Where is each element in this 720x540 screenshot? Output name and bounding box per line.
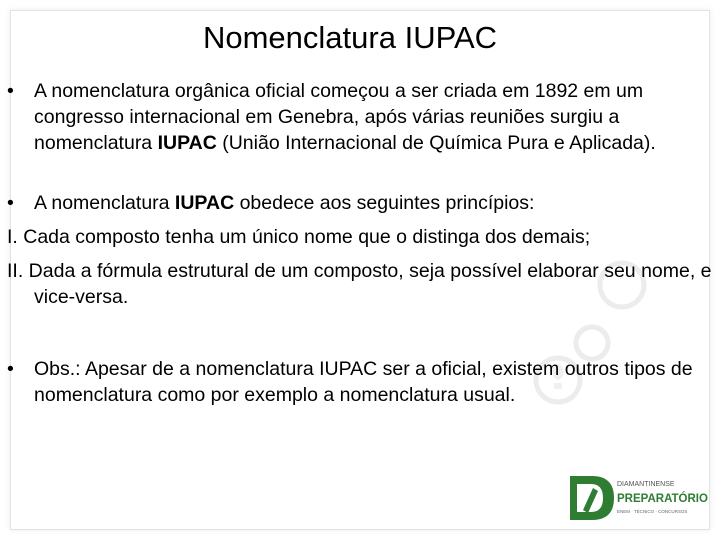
principle-item: II. Dada a fórmula estrutural de um composto, seja possível elaborar seu nome, e vice-versa. bbox=[7, 260, 712, 308]
logo-line3: ENEM · TÉCNICO · CONCURSOS bbox=[617, 509, 688, 514]
diamantinense-logo bbox=[567, 472, 708, 524]
bullet-text: A nomenclatura orgânica oficial começou a ser criada em 1892 em um congresso internacional em Genebra, após várias reuniões surgiu a nomenclatura bbox=[34, 80, 644, 154]
logo-line1: DIAMANTINENSE bbox=[617, 481, 675, 488]
bullet-item bbox=[0, 78, 712, 156]
slide-title: Nomenclatura IUPAC bbox=[202, 20, 498, 55]
bullet-text: Obs.: Apesar de a nomenclatura IUPAC ser a oficial, existem outros tipos de nomenclatura como por exemplo a nomenclatura usual. bbox=[34, 358, 693, 406]
bullet-bold: IUPAC bbox=[157, 132, 217, 154]
logo-line2: PREPARATÓRIO bbox=[617, 493, 708, 505]
bullet-text: obedece aos seguintes princípios: bbox=[234, 192, 535, 214]
bullet-text: (União Internacional de Química Pura e Aplicada). bbox=[216, 132, 656, 154]
bullet-dot: • bbox=[7, 80, 14, 102]
bullet-text: A nomenclatura bbox=[34, 192, 175, 214]
bullet-bold: IUPAC bbox=[174, 192, 235, 214]
bullet-item bbox=[0, 356, 712, 408]
principle-item: I. Cada composto tenha um único nome que o distinga dos demais; bbox=[7, 226, 591, 248]
bullet-item bbox=[0, 190, 712, 216]
bullet-dot: • bbox=[7, 192, 14, 214]
bullet-dot: • bbox=[7, 358, 14, 380]
slide-content bbox=[0, 78, 712, 408]
